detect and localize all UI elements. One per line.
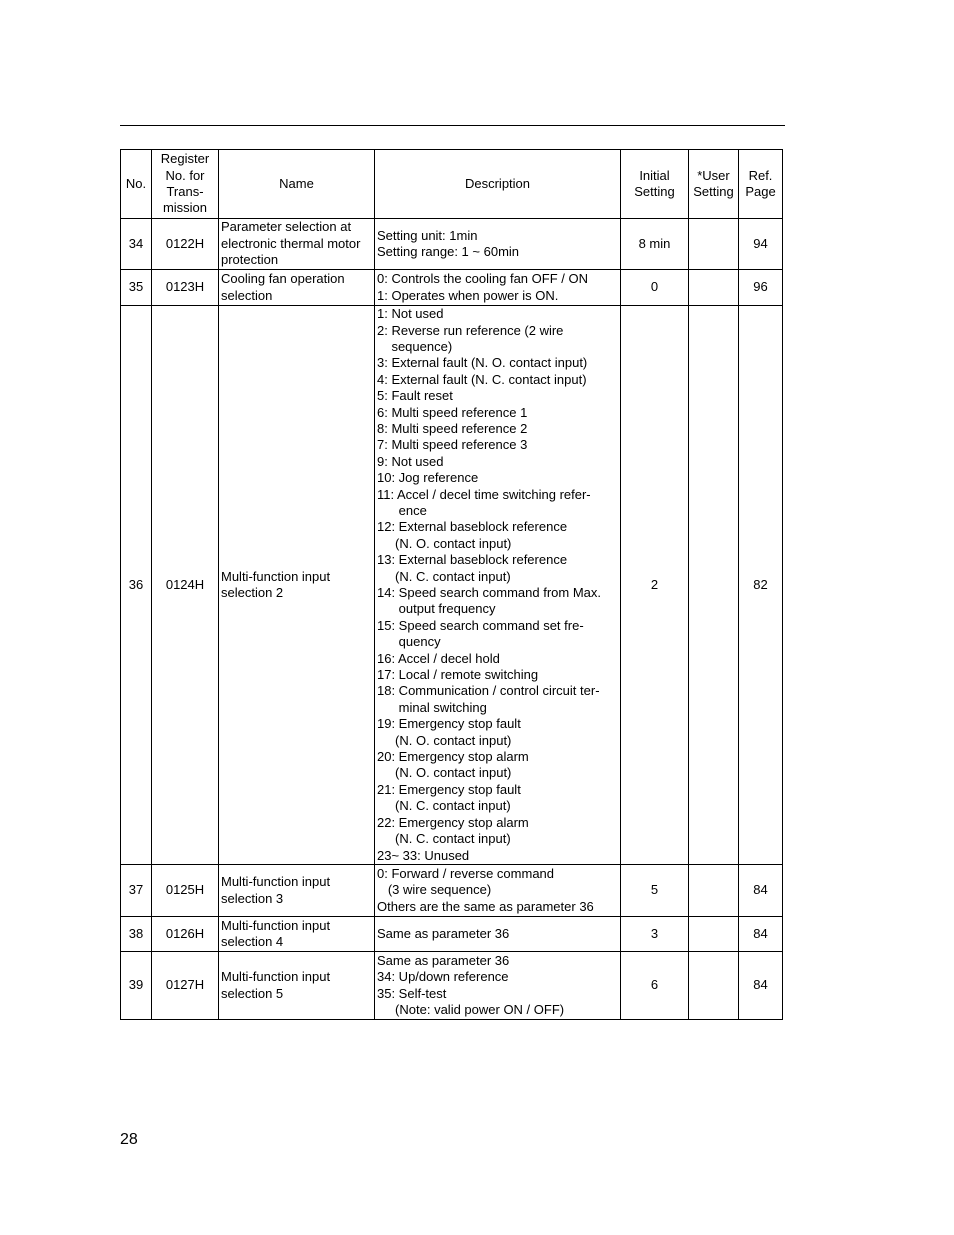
cell-description: Same as parameter 36 34: Up/down reference 35: Self-test (Note: valid power ON / OFF) [375, 952, 621, 1020]
cell-register: 0124H [152, 306, 219, 865]
header-user-setting: *User Setting [689, 150, 739, 219]
cell-ref-page: 82 [739, 306, 783, 865]
cell-description: Setting unit: 1min Setting range: 1 ~ 60min [375, 219, 621, 270]
cell-user-setting [689, 219, 739, 270]
cell-name: Parameter selection at electronic thermal motor protection [219, 219, 375, 270]
header-rule [120, 125, 785, 126]
cell-ref-page: 84 [739, 952, 783, 1020]
cell-register: 0127H [152, 952, 219, 1020]
table-row [121, 219, 783, 270]
cell-user-setting [689, 952, 739, 1020]
cell-register: 0126H [152, 917, 219, 952]
cell-no: 35 [121, 270, 152, 306]
cell-user-setting [689, 270, 739, 306]
cell-name: Multi-function input selection 5 [219, 952, 375, 1020]
cell-no: 38 [121, 917, 152, 952]
table-row [121, 306, 783, 865]
header-initial-setting: Initial Setting [621, 150, 689, 219]
cell-initial-setting: 3 [621, 917, 689, 952]
cell-user-setting [689, 917, 739, 952]
cell-name: Multi-function input selection 2 [219, 306, 375, 865]
cell-name: Multi-function input selection 3 [219, 865, 375, 917]
header-description: Description [375, 150, 621, 219]
cell-user-setting [689, 306, 739, 865]
header-no: No. [121, 150, 152, 219]
table-header-row [121, 150, 783, 219]
cell-name: Cooling fan operation selection [219, 270, 375, 306]
cell-name: Multi-function input selection 4 [219, 917, 375, 952]
header-ref-page: Ref. Page [739, 150, 783, 219]
cell-description: 1: Not used 2: Reverse run reference (2 wire sequence) 3: External fault (N. O. contact input) 4: External fault (N. C. contact input) 5: Fault reset 6: Multi speed reference 1 8: Multi speed reference 2 7: Multi speed reference 3 9: Not used 10: Jog reference 11: Accel / decel time switching refer- ence 12: External baseblock reference (N. O. contact input) 13: External baseblock reference (N. C. contact input) 14: Speed search command from Max. output frequency 15: Speed search command set fre- quency 16: Accel / decel hold 17: Local / remote switching 18: Communication / control circuit ter- minal switching 19: Emergency stop fault (N. O. contact input) 20: Emergency stop alarm (N. O. contact input) 21: Emergency stop fault (N. C. contact input) 22: Emergency stop alarm (N. C. contact input) 23~ 33: Unused [375, 306, 621, 865]
cell-initial-setting: 2 [621, 306, 689, 865]
cell-initial-setting: 0 [621, 270, 689, 306]
parameter-table [120, 149, 783, 1020]
cell-ref-page: 84 [739, 917, 783, 952]
cell-register: 0122H [152, 219, 219, 270]
cell-ref-page: 94 [739, 219, 783, 270]
cell-initial-setting: 6 [621, 952, 689, 1020]
header-name: Name [219, 150, 375, 219]
table-row [121, 917, 783, 952]
cell-register: 0125H [152, 865, 219, 917]
cell-no: 37 [121, 865, 152, 917]
cell-description: 0: Controls the cooling fan OFF / ON 1: Operates when power is ON. [375, 270, 621, 306]
table-row [121, 270, 783, 306]
cell-initial-setting: 5 [621, 865, 689, 917]
page-number: 28 [120, 1131, 138, 1148]
header-register: Register No. for Trans- mission [152, 150, 219, 219]
cell-initial-setting: 8 min [621, 219, 689, 270]
cell-no: 36 [121, 306, 152, 865]
cell-no: 39 [121, 952, 152, 1020]
cell-no: 34 [121, 219, 152, 270]
table-row [121, 865, 783, 917]
cell-ref-page: 96 [739, 270, 783, 306]
cell-user-setting [689, 865, 739, 917]
cell-description: 0: Forward / reverse command (3 wire sequence) Others are the same as parameter 36 [375, 865, 621, 917]
cell-register: 0123H [152, 270, 219, 306]
cell-description: Same as parameter 36 [375, 917, 621, 952]
table-row [121, 952, 783, 1020]
cell-ref-page: 84 [739, 865, 783, 917]
